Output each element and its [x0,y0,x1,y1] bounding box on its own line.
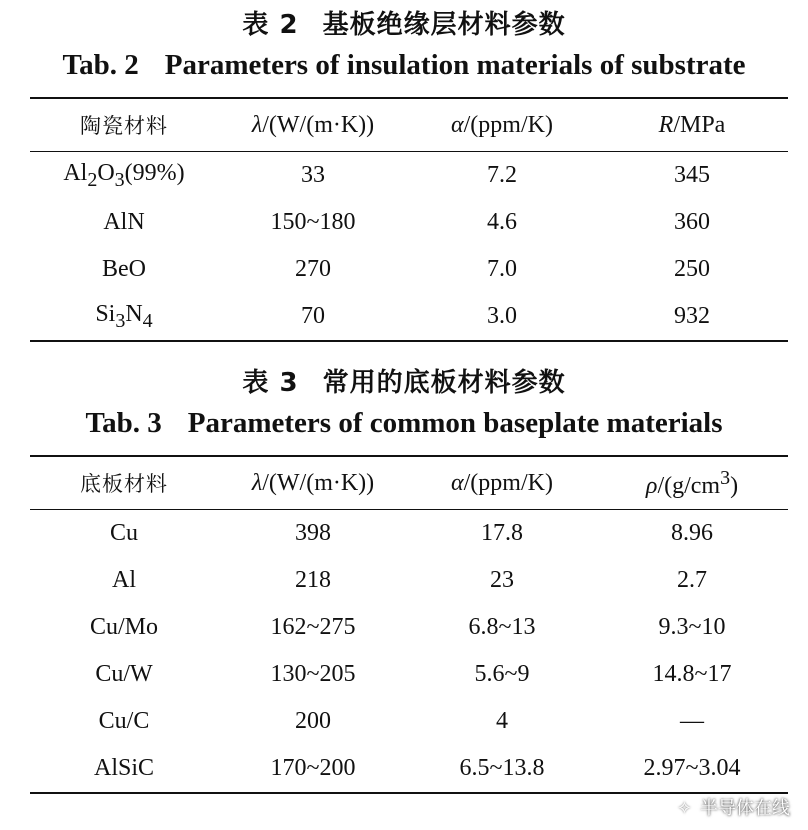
table-row [30,557,788,604]
alpha-cell: 7.0 [487,256,517,282]
watermark-text: 半导体在线 [700,798,790,819]
table2-caption-cn [0,4,808,41]
table-row [30,246,788,293]
table2-header-lambda [218,98,408,152]
table3-caption-cn-label: 表 3 [242,368,299,398]
formula-part: Al [63,159,88,186]
table2-header-row [30,98,788,152]
table-row [30,604,788,651]
rho-cell: 2.97~3.04 [596,745,788,793]
table2-header-r [596,98,788,152]
watermark [677,794,790,820]
rho-unit: /(g/cm [657,472,721,499]
lambda-cell: 33 [301,162,325,188]
r-cell: 345 [674,162,710,188]
formula-part: (99%) [124,159,185,186]
lambda-unit: /(W/(m·K)) [262,469,375,496]
alpha-cell: 3.0 [408,293,596,341]
lambda-symbol: λ [251,111,263,138]
table-row [30,152,788,200]
table2 [30,97,788,342]
material-cell [30,293,218,341]
table2-caption-cn-text: 基板绝缘层材料参数 [322,10,566,40]
material-cell: Al [112,567,136,593]
r-cell: 932 [596,293,788,341]
table3-caption-en [0,407,808,440]
material-cell: AlSiC [30,745,218,793]
lambda-cell: 270 [295,256,331,282]
r-symbol: R [658,111,674,138]
lambda-cell: 398 [295,520,331,546]
table3-header-row [30,456,788,510]
table-row [30,651,788,698]
alpha-symbol: α [451,111,464,138]
rho-unit-superscript: 3 [720,466,731,489]
table-row [30,745,788,793]
lambda-cell: 218 [295,567,331,593]
table2-caption-cn-label: 表 2 [242,10,299,40]
table3-header-material: 底板材料 [30,456,218,510]
rho-cell: — [680,708,704,734]
formula-part: Si [95,300,116,327]
table2-caption-en-label: Tab. 2 [62,49,139,81]
r-cell: 250 [674,256,710,282]
table2-caption-en [0,49,808,82]
material-cell: Cu [109,520,138,546]
lambda-cell: 130~205 [270,661,356,687]
formula-subscript: 3 [114,168,125,191]
alpha-cell: 23 [490,567,514,593]
table3-header-alpha [408,456,596,510]
material-cell: Cu/C [98,708,150,734]
material-cell: Cu/W [95,661,153,687]
rho-cell: 2.7 [677,567,707,593]
table-row [30,510,788,558]
material-cell [30,152,218,200]
alpha-cell: 4.6 [487,209,517,235]
alpha-cell: 17.8 [481,520,523,546]
lambda-symbol: λ [251,469,263,496]
lambda-cell: 162~275 [270,614,356,640]
table3-caption-cn-text: 常用的底板材料参数 [322,368,566,398]
formula-subscript: 3 [115,309,126,332]
rho-cell: 9.3~10 [658,614,726,640]
table3-header-rho [596,456,788,510]
lambda-cell: 150~180 [270,209,356,235]
rho-cell: 14.8~17 [652,661,732,687]
alpha-cell: 4 [496,708,508,734]
alpha-unit: /(ppm/K) [463,111,553,138]
rho-cell: 8.96 [671,520,713,546]
table3-caption-en-text: Parameters of common baseplate materials [187,407,723,439]
lambda-cell: 70 [218,293,408,341]
r-cell: 360 [674,209,710,235]
formula-subscript: 4 [142,309,153,332]
table3-header-lambda [218,456,408,510]
material-cell: AlN [103,209,145,235]
table-row [30,698,788,745]
r-unit: /MPa [673,111,726,138]
table2-header-alpha [408,98,596,152]
table2-header-material: 陶瓷材料 [30,98,218,152]
table-row [30,199,788,246]
lambda-unit: /(W/(m·K)) [262,111,375,138]
lambda-cell: 200 [295,708,331,734]
material-cell: BeO [102,256,146,282]
material-cell: Cu/Mo [89,614,158,640]
table3-caption-cn [0,362,808,399]
formula-part: N [125,300,143,327]
formula-subscript: 2 [87,168,98,191]
rho-symbol: ρ [645,472,658,499]
alpha-cell: 6.5~13.8 [408,745,596,793]
alpha-cell: 7.2 [487,162,517,188]
wechat-icon: ✧ [676,798,692,819]
alpha-unit: /(ppm/K) [463,469,553,496]
formula-part: O [97,159,115,186]
table2-caption-en-text: Parameters of insulation materials of substrate [164,49,746,81]
alpha-cell: 5.6~9 [474,661,530,687]
table-row [30,293,788,341]
lambda-cell: 170~200 [218,745,408,793]
table3-caption-en-label: Tab. 3 [85,407,162,439]
rho-unit-close: ) [730,472,739,499]
alpha-cell: 6.8~13 [468,614,536,640]
table3 [30,455,788,794]
alpha-symbol: α [451,469,464,496]
